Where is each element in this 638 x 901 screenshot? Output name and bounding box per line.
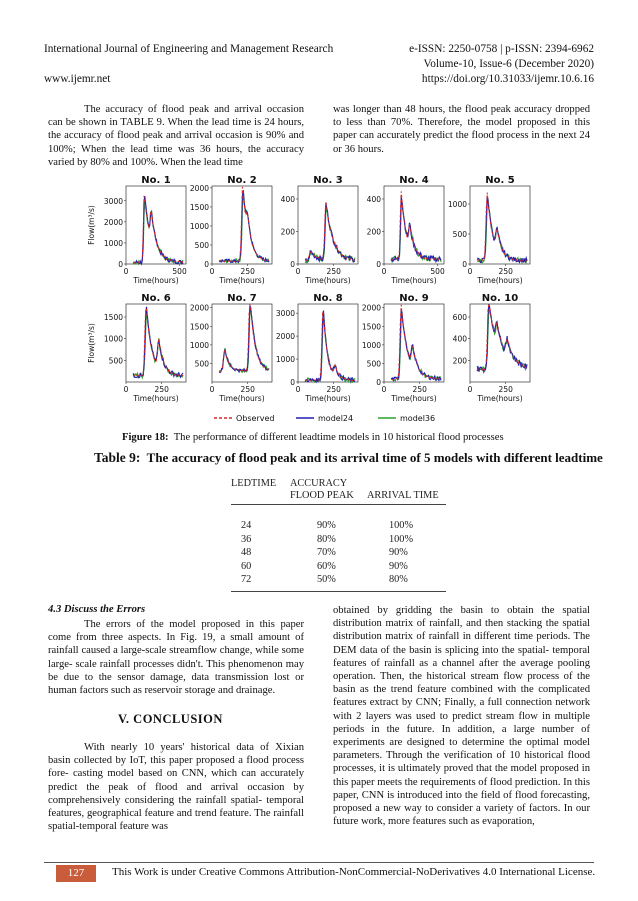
x-tick-label: 250 (412, 385, 427, 394)
y-tick-label: 200 (366, 227, 381, 237)
figure-18-caption (122, 432, 504, 443)
y-tick-label: 500 (452, 230, 467, 239)
subplot-5 (448, 175, 530, 285)
y-tick-label: 1000 (103, 238, 123, 248)
conclusion-paragraph: With nearly 10 years' historical data of Xixian basin collected by IoT, this paper proposed a flood process fore- casting model based on CNN, which can accurately predict the peak of flood and arrival occasion by comprehensively considering the rainfall spatial- temporal features, geographical feature and trend feature. The rainfall spatial-temporal feature was (48, 742, 304, 833)
x-axis-label: Time(hours) (305, 276, 351, 285)
table-cell-flood-peak: 70% (317, 547, 336, 558)
subplot-title: No. 6 (141, 293, 171, 304)
subplot-frame (126, 304, 186, 382)
subplot-frame (126, 186, 186, 264)
y-tick-label: 0 (376, 260, 381, 269)
doi-link[interactable]: https://doi.org/10.31033/ijemr.10.6.16 (421, 73, 594, 85)
x-tick-label: 0 (467, 267, 473, 276)
table-cell-leadtime: 24 (241, 520, 252, 531)
subplot-6 (87, 293, 186, 403)
y-tick-label: 500 (108, 356, 123, 366)
y-tick-label: 1000 (447, 200, 467, 209)
table-cell-leadtime: 48 (241, 547, 252, 558)
x-tick-label: 0 (123, 385, 129, 394)
y-tick-label: 1000 (189, 221, 209, 231)
y-tick-label: 200 (452, 356, 467, 366)
subplot-title: No. 10 (481, 293, 519, 304)
subplot-2 (190, 175, 272, 285)
y-tick-label: 500 (194, 359, 209, 369)
y-tick-label: 2000 (275, 332, 295, 342)
table-label: Table 9: (94, 450, 141, 465)
volume-issue: Volume-10, Issue-6 (December 2020) (423, 58, 594, 70)
figure-caption-label: Figure 18: (122, 432, 169, 443)
right-column-paragraph: obtained by gridding the basin to obtain the spatial distribution matrix of rainfall, and then stacking the spatial distribution matrix of rainfall in different time periods. The DEM data of the basin is splicing into the spatial- temporal features of rainfall as a channel after the average pooling operation. Then, the historical stream flow process of the basin as the trend feature combined with the complicated features extract by CNN; Finally, a full connection network with 2 layers was used to predict stream flow in multiple periods in the future. In addition, a large number of experiments are designed to determine the optimal model parameters. Through the verification of 10 historical flood processes, it is ultimately proved that the model proposed in this paper meets the requirements of flood prediction. In this paper, CNN is introduced into the field of flood forecasting, proposed a new way to consider a variety of factors. In our future work, more features such as evaporation, (333, 605, 590, 828)
table-cell-leadtime: 36 (241, 533, 252, 545)
x-axis-label: Time(hours) (391, 276, 437, 285)
section-4-3-paragraph: The errors of the model proposed in this paper come from three aspects. In Fig. 19, a small amount of rainfall caused a large-scale streamflow change, while some large- scale rainfall processes didn't. This phenomenon may be due to the sensor damage, data transmission lost or human factors such as reservoir storage and drainage. (48, 619, 304, 697)
x-axis-label: Time(hours) (477, 394, 523, 403)
table-cell-flood-peak: 50% (317, 574, 336, 585)
x-tick-label: 250 (326, 267, 341, 276)
subplot-10 (453, 293, 530, 403)
y-tick-label: 1000 (103, 334, 123, 344)
x-tick-label: 0 (467, 385, 473, 394)
table-cell-flood-peak: 80% (317, 533, 336, 545)
table-bottom-rule (231, 591, 446, 592)
x-tick-label: 250 (154, 385, 169, 394)
x-tick-label: 250 (240, 267, 255, 276)
y-tick-label: 600 (452, 313, 467, 322)
table-9-title (94, 450, 603, 466)
x-tick-label: 250 (326, 385, 341, 394)
x-tick-label: 0 (381, 385, 387, 394)
subplot-title: No. 4 (399, 175, 429, 186)
subplot-frame (470, 186, 530, 264)
x-tick-label: 0 (295, 267, 301, 276)
legend (214, 414, 435, 423)
legend-label: Observed (236, 414, 275, 423)
legend-label: model24 (318, 414, 354, 423)
subplot-title: No. 8 (313, 293, 343, 304)
issn: e-ISSN: 2250-0758 | p-ISSN: 2394-6962 (409, 43, 594, 55)
table-cell-arrival-time: 90% (389, 560, 408, 572)
license-text: This Work is under Creative Commons Attribution-NonCommercial-NoDerivatives 4.0 International License. (112, 866, 596, 878)
table-header-rule (231, 504, 446, 505)
y-tick-label: 0 (204, 260, 209, 269)
x-axis-label: Time(hours) (133, 394, 179, 403)
subplot-frame (384, 304, 444, 382)
x-tick-label: 0 (209, 385, 215, 394)
subplot-frame (298, 186, 358, 264)
table-cell-arrival-time: 100% (389, 520, 414, 531)
legend-label: model36 (400, 414, 436, 423)
top-right-paragraph: was longer than 48 hours, the flood peak accuracy dropped to less than 70%. Therefore, the model proposed in this paper can accurately predict the flood process in the next 24 or 36 hours. (333, 104, 590, 155)
table-title-text: The accuracy of flood peak and its arrival time of 5 models with different leadtime (146, 450, 603, 465)
website-link[interactable]: www.ijemr.net (44, 73, 111, 85)
y-tick-label: 1000 (275, 355, 295, 365)
x-axis-label: Time(hours) (219, 276, 265, 285)
table-cell-leadtime: 72 (241, 574, 252, 585)
subplot-1 (87, 175, 187, 285)
y-tick-label: 400 (280, 195, 295, 204)
page-number: 127 (56, 865, 96, 882)
x-axis-label: Time(hours) (391, 394, 437, 403)
subplot-frame (298, 304, 358, 382)
x-tick-label: 500 (430, 267, 445, 276)
y-tick-label: 0 (290, 260, 295, 269)
y-tick-label: 200 (280, 227, 295, 237)
section-4-3-heading: 4.3 Discuss the Errors (48, 604, 146, 615)
y-tick-label: 3000 (275, 309, 295, 319)
x-tick-label: 500 (172, 267, 187, 276)
y-tick-label: 500 (366, 359, 381, 369)
y-tick-label: 1000 (189, 340, 209, 350)
y-tick-label: 3000 (103, 196, 123, 206)
figure-caption-text: The performance of different leadtime models in 10 historical flood processes (173, 432, 504, 443)
subplot-title: No. 9 (399, 293, 429, 304)
y-tick-label: 0 (462, 260, 467, 269)
header-flood-peak: FLOOD PEAK (290, 490, 354, 501)
table-cell-flood-peak: 60% (317, 560, 336, 572)
figure-18-chart (80, 168, 560, 428)
y-tick-label: 2000 (189, 183, 209, 193)
y-axis-label: Flow(m³/s) (87, 205, 96, 245)
y-tick-label: 1500 (103, 313, 123, 322)
table-cell-arrival-time: 100% (389, 533, 414, 545)
y-tick-label: 400 (366, 195, 381, 204)
x-tick-label: 0 (295, 385, 301, 394)
subplot-9 (362, 293, 444, 403)
y-tick-label: 500 (194, 240, 209, 250)
subplot-title: No. 1 (141, 175, 171, 186)
journal-title: International Journal of Engineering and Management Research (44, 43, 334, 55)
x-tick-label: 250 (498, 267, 513, 276)
y-tick-label: 1500 (189, 322, 209, 332)
x-tick-label: 250 (240, 385, 255, 394)
subplot-title: No. 2 (227, 175, 257, 186)
y-tick-label: 0 (118, 260, 123, 269)
y-tick-label: 2000 (103, 217, 123, 227)
top-left-paragraph: The accuracy of flood peak and arrival occasion can be shown in TABLE 9. When the lead time is 24 hours, the accuracy of flood peak and arrival occasion is 90% and 100%; When the lead time was 36 hours, the accuracy varied by 80% and 100%. When the lead time (48, 104, 304, 168)
y-tick-label: 1500 (189, 202, 209, 212)
x-tick-label: 0 (209, 267, 215, 276)
subplot-title: No. 7 (227, 293, 257, 304)
subplot-8 (276, 293, 358, 403)
x-axis-label: Time(hours) (219, 394, 265, 403)
table-cell-leadtime: 60 (241, 560, 252, 572)
x-axis-label: Time(hours) (133, 276, 179, 285)
subplot-title: No. 3 (313, 175, 343, 186)
y-tick-label: 1500 (361, 322, 381, 332)
subplot-4 (367, 175, 445, 285)
y-tick-label: 0 (376, 378, 381, 387)
x-tick-label: 250 (498, 385, 513, 394)
y-axis-label: Flow(m³/s) (87, 323, 96, 363)
subplot-title: No. 5 (485, 175, 515, 186)
x-axis-label: Time(hours) (477, 276, 523, 285)
subplot-3 (281, 175, 358, 285)
header-accuracy: ACCURACY (290, 478, 348, 489)
table-cell-arrival-time: 80% (389, 574, 408, 585)
table-cell-arrival-time: 90% (389, 547, 408, 558)
y-tick-label: 0 (290, 378, 295, 387)
y-tick-label: 2000 (361, 303, 381, 313)
y-tick-label: 400 (452, 334, 467, 344)
x-axis-label: Time(hours) (305, 394, 351, 403)
header-leadtime: LEDTIME (231, 478, 277, 489)
subplot-7 (190, 293, 272, 403)
y-tick-label: 1000 (361, 340, 381, 350)
conclusion-heading: V. CONCLUSION (118, 712, 223, 726)
y-tick-label: 2000 (189, 303, 209, 313)
x-tick-label: 0 (123, 267, 129, 276)
table-cell-flood-peak: 90% (317, 520, 336, 531)
header-arrival-time: ARRIVAL TIME (367, 490, 439, 501)
x-tick-label: 0 (381, 267, 387, 276)
subplot-frame (384, 186, 444, 264)
